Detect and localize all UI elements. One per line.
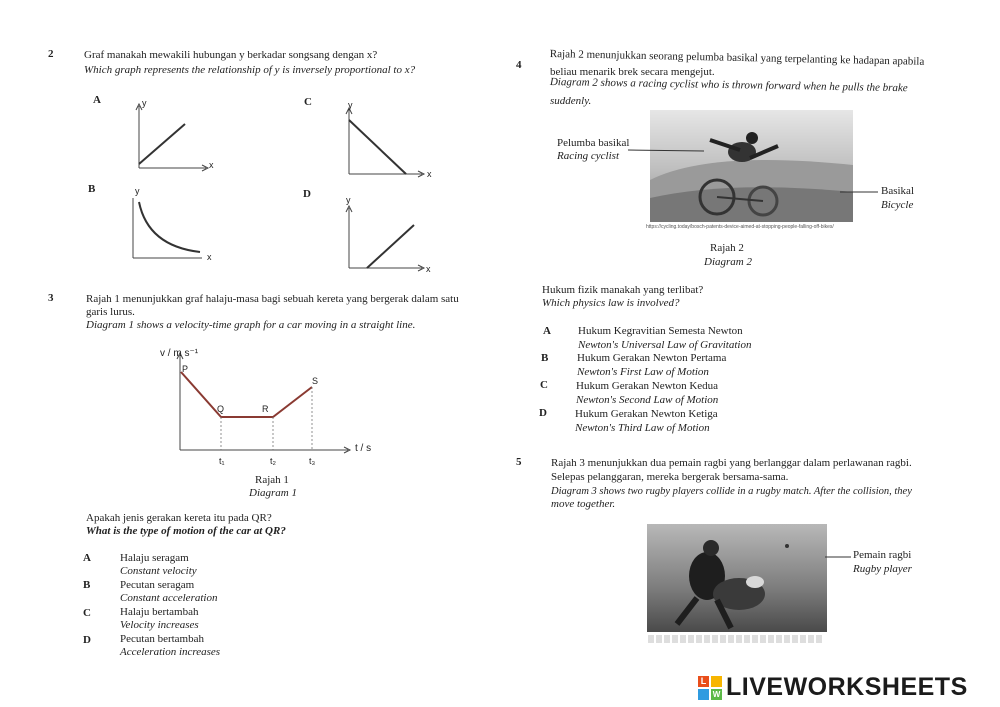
q5-source-url-faint	[648, 635, 823, 643]
q3-option-d-en[interactable]: Acceleration increases	[120, 646, 221, 658]
q2-option-b-letter[interactable]: B	[88, 183, 96, 195]
q3-caption-ms: Rajah 1	[255, 474, 289, 486]
q3-point-s: S	[312, 376, 319, 386]
q4-label-leaders	[620, 140, 910, 200]
q4-option-a-en[interactable]: Newton's Universal Law of Gravitation	[578, 339, 752, 351]
q2-graph-d-ylabel: y	[346, 195, 351, 205]
q2-graph-c-ylabel: y	[348, 100, 353, 110]
q2-graph-a-xlabel: x	[209, 160, 214, 170]
q3-option-d-letter[interactable]: D	[83, 634, 91, 646]
q3-point-r: R	[262, 404, 269, 414]
q2-option-d-letter[interactable]: D	[303, 188, 311, 200]
q3-question-en: What is the type of motion of the car at QR?	[86, 525, 286, 537]
q4-question-ms: Hukum fizik manakah yang terlibat?	[542, 284, 704, 296]
q3-velocity-time-graph	[160, 345, 360, 460]
q4-option-b-en[interactable]: Newton's First Law of Motion	[577, 366, 709, 378]
q3-tick-t1: t₁	[219, 456, 225, 466]
q5-text-ms-2: Selepas pelanggaran, mereka bergerak bersama-sama.	[551, 471, 789, 483]
q2-graph-b-ylabel: y	[135, 186, 140, 196]
liveworksheets-logo-icon	[698, 676, 722, 700]
logo-letter-w: W	[712, 690, 721, 699]
q4-number: 4	[516, 59, 522, 71]
q3-option-a-ms[interactable]: Halaju seragam	[120, 552, 189, 564]
q3-option-a-en[interactable]: Constant velocity	[120, 565, 197, 577]
q5-label-leader	[825, 554, 855, 560]
q2-graph-b-xlabel: x	[207, 252, 212, 262]
liveworksheets-brand[interactable]: LIVEWORKSHEETS	[726, 673, 968, 701]
q3-option-c-ms[interactable]: Halaju bertambah	[120, 606, 199, 618]
q3-tick-t2: t₂	[270, 456, 276, 466]
q3-option-c-letter[interactable]: C	[83, 607, 91, 619]
q4-option-d-ms[interactable]: Hukum Gerakan Newton Ketiga	[575, 408, 718, 420]
q3-tick-t3: t₃	[309, 456, 316, 466]
q3-point-q: Q	[217, 404, 225, 414]
q5-label-ms: Pemain ragbi	[853, 549, 912, 561]
q4-text-ms-2: beliau menarik brek secara mengejut.	[550, 66, 715, 78]
q4-option-b-ms[interactable]: Hukum Gerakan Newton Pertama	[577, 352, 727, 364]
q3-text-en: Diagram 1 shows a velocity-time graph for a car moving in a straight line.	[86, 319, 416, 331]
q3-point-p: P	[182, 364, 189, 374]
q4-label-bicycle-en: Bicycle	[881, 199, 914, 211]
q4-option-c-ms[interactable]: Hukum Gerakan Newton Kedua	[576, 380, 719, 392]
q2-graph-d-xlabel: x	[426, 264, 431, 274]
q4-option-a-letter[interactable]: A	[543, 325, 551, 337]
q2-text-ms: Graf manakah mewakili hubungan y berkadar songsang dengan x?	[84, 49, 378, 61]
q2-graph-d[interactable]	[338, 200, 433, 275]
q4-option-b-letter[interactable]: B	[541, 352, 549, 364]
q4-source-url: https://cycling.today/bosch-patents-device-aimed-at-stopping-people-falling-off-bikes/	[646, 224, 834, 230]
q5-text-ms-1: Rajah 3 menunjukkan dua pemain ragbi yang berlanggar dalam perlawanan ragbi.	[551, 457, 912, 469]
q4-option-a-ms[interactable]: Hukum Kegravitian Semesta Newton	[578, 325, 743, 337]
q3-text-ms-1: Rajah 1 menunjukkan graf halaju-masa bagi sebuah kereta yang bergerak dalam satu	[86, 293, 459, 305]
q4-caption-ms: Rajah 2	[710, 242, 744, 254]
q4-option-d-en[interactable]: Newton's Third Law of Motion	[575, 422, 710, 434]
q3-graph-xlabel: t / s	[355, 443, 372, 454]
q4-option-c-en[interactable]: Newton's Second Law of Motion	[576, 394, 719, 406]
q3-caption-en: Diagram 1	[249, 487, 297, 499]
q4-question-en: Which physics law is involved?	[542, 297, 680, 309]
q5-label-en: Rugby player	[853, 563, 912, 575]
q3-text-ms-2: garis lurus.	[86, 306, 135, 318]
q4-caption-en: Diagram 2	[704, 256, 752, 268]
q4-text-en-1: Diagram 2 shows a racing cyclist who is thrown forward when he pulls the brake	[549, 76, 908, 95]
q5-rugby-photo	[647, 524, 827, 632]
q2-graph-a-ylabel: y	[142, 98, 147, 108]
q3-graph-ylabel: v / m s⁻¹	[160, 348, 199, 359]
q4-text-en-2: suddenly.	[550, 95, 592, 107]
q3-option-d-ms[interactable]: Pecutan bertambah	[120, 633, 204, 645]
q3-option-b-en[interactable]: Constant acceleration	[120, 592, 218, 604]
q4-text-ms-1: Rajah 2 menunjukkan seorang pelumba basikal yang terpelanting ke hadapan apabila	[549, 48, 925, 68]
q4-label-cyclist-en: Racing cyclist	[557, 150, 620, 162]
q2-number: 2	[48, 48, 54, 60]
q3-option-a-letter[interactable]: A	[83, 552, 91, 564]
q3-option-b-letter[interactable]: B	[83, 579, 91, 591]
q2-graph-c-xlabel: x	[427, 169, 432, 179]
q3-number: 3	[48, 292, 54, 304]
q3-option-b-ms[interactable]: Pecutan seragam	[120, 579, 195, 591]
q2-option-a-letter[interactable]: A	[93, 94, 101, 106]
q5-text-en-2: move together.	[551, 498, 616, 510]
q3-option-c-en[interactable]: Velocity increases	[120, 619, 199, 631]
q2-option-c-letter[interactable]: C	[304, 96, 312, 108]
q4-label-cyclist-ms: Pelumba basikal	[557, 137, 630, 149]
q4-option-c-letter[interactable]: C	[540, 379, 548, 391]
q5-number: 5	[516, 456, 522, 468]
q2-text-en: Which graph represents the relationship of y is inversely proportional to x?	[84, 64, 416, 76]
rugby-photo-illustration	[647, 524, 827, 632]
q2-graph-b[interactable]	[122, 188, 217, 266]
q4-label-bicycle-ms: Basikal	[881, 185, 914, 197]
q2-graph-c[interactable]	[338, 100, 433, 182]
q2-graph-a[interactable]	[128, 98, 218, 176]
q4-option-d-letter[interactable]: D	[539, 407, 547, 419]
q5-text-en-1: Diagram 3 shows two rugby players collide in a rugby match. After the collision, they	[551, 486, 912, 497]
q3-question-ms: Apakah jenis gerakan kereta itu pada QR?	[86, 512, 272, 524]
logo-letter-l: L	[700, 676, 707, 686]
